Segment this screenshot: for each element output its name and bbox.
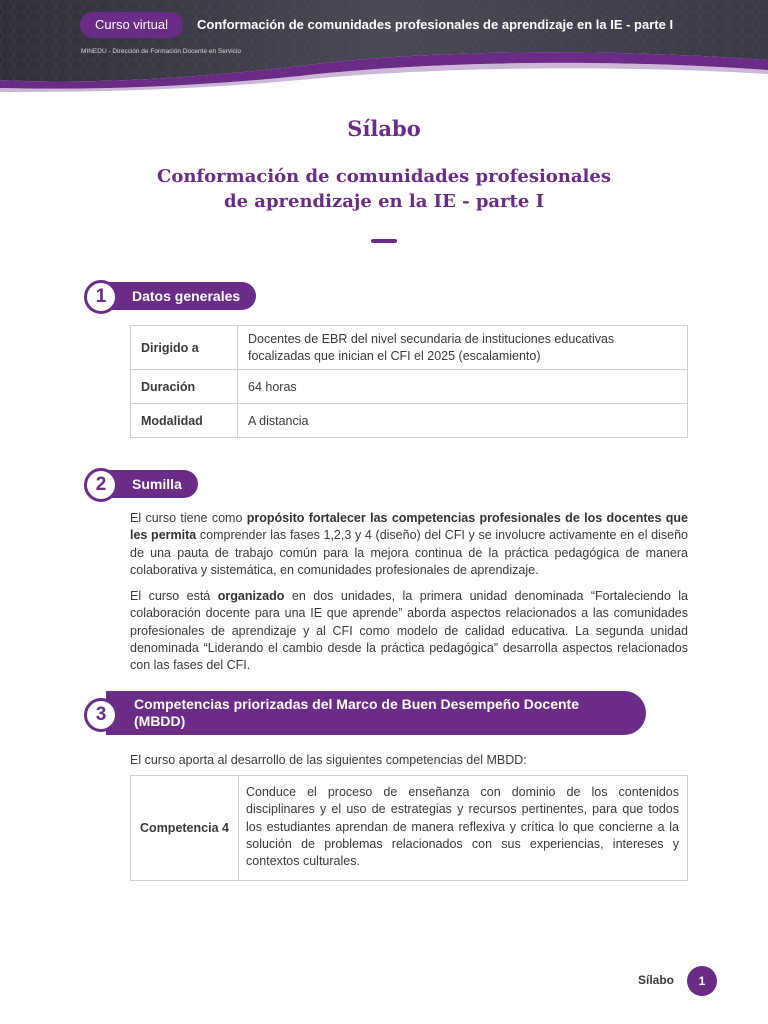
- page-number: 1: [687, 966, 717, 996]
- table-row: [131, 404, 688, 438]
- summary-paragraph-2: [130, 588, 688, 674]
- title-divider: [371, 239, 397, 243]
- course-type-badge: Curso virtual: [80, 12, 183, 38]
- course-title-line-2: de aprendizaje en la IE - parte I: [223, 191, 545, 212]
- row-label: Modalidad: [131, 404, 238, 438]
- row-label: Duración: [131, 370, 238, 404]
- header-course-title: Conformación de comunidades profesionales de aprendizaje en la IE - parte I: [197, 17, 674, 32]
- text-segment: comprender las fases 1,2,3 y 4 (diseño) del CFI y se involucre activamente en el diseño de una pauta de trabajo común para la mejora continua de la práctica pedagógica de manera colaborativa y sistemática, en comunidades profesionales de aprendizaje.: [130, 528, 688, 577]
- row-value: A distancia: [238, 404, 688, 438]
- course-title-line-1: Conformación de comunidades profesionales: [157, 166, 611, 187]
- header-institution: MINEDU - Dirección de Formación Docente en Servicio: [81, 48, 242, 55]
- text-segment: en dos unidades, la primera unidad denominada “Fortaleciendo la colaboración docente para una IE que aprende” aborda aspectos relacionados a las comunidades profesionales de aprendizaje y al CFI como modelo de calidad educativa. La segunda unidad denominada “Liderando el cambio desde la práctica pedagógica” desarrolla aspectos relacionados con las fases del CFI.: [130, 589, 688, 673]
- competency-label: Competencia 4: [131, 776, 239, 881]
- section-3-number: 3: [84, 698, 118, 732]
- section-2-number: 2: [84, 468, 118, 502]
- text-emphasis: propósito fortalecer las competencias profesionales de los docentes que les permita: [130, 511, 688, 543]
- document-title: Sílabo: [347, 116, 421, 141]
- row-label: Dirigido a: [131, 326, 238, 370]
- text-emphasis: organizado: [217, 589, 285, 603]
- row-value: Docentes de EBR del nivel secundaria de instituciones educativas focalizadas que inician el CFI el 2025 (escalamiento): [238, 326, 688, 370]
- section-1-title: Datos generales: [106, 282, 256, 310]
- text-segment: El curso está: [130, 589, 218, 603]
- section-2-title: Sumilla: [106, 470, 198, 498]
- competency-description: Conduce el proceso de enseñanza con dominio de los contenidos disciplinares y el uso de estrategias y recursos pertinentes, para que todos los estudiantes aprendan de manera reflexiva y crítica lo que concierne a la solución de problemas relacionados con sus experiencias, intereses y contextos culturales.: [239, 776, 688, 881]
- page-header: [0, 0, 768, 92]
- row-value: 64 horas: [238, 370, 688, 404]
- footer-label: Sílabo: [638, 973, 675, 987]
- section-3-title: Competencias priorizadas del Marco de Buen Desempeño Docente (MBDD): [106, 691, 646, 735]
- table-row: [131, 326, 688, 370]
- text-segment: El curso tiene como: [130, 511, 247, 525]
- table-row: [131, 776, 688, 881]
- competencies-intro: El curso aporta al desarrollo de las siguientes competencias del MBDD:: [130, 753, 527, 767]
- section-1-number: 1: [84, 280, 118, 314]
- general-data-table: [130, 325, 688, 438]
- competencies-table: [130, 775, 688, 881]
- table-row: [131, 370, 688, 404]
- summary-paragraph-1: [130, 510, 688, 579]
- course-title: [120, 164, 648, 214]
